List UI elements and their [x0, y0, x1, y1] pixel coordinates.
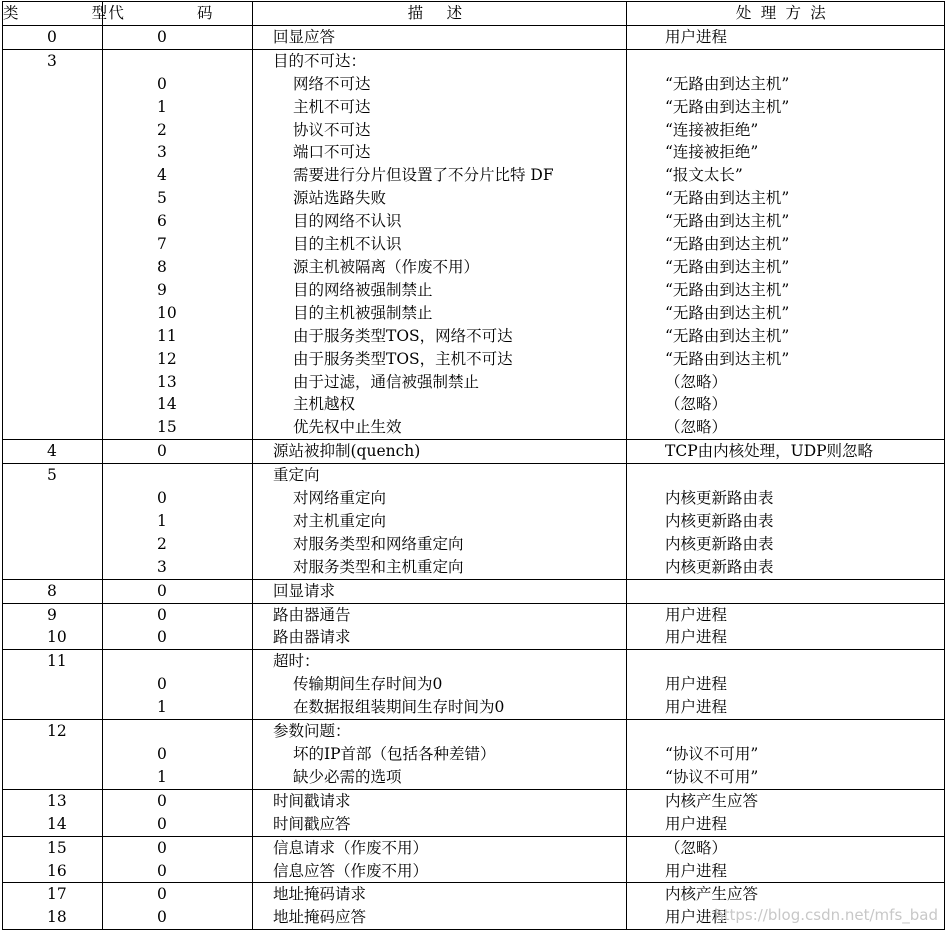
table-row [3, 187, 945, 210]
code-cell: 0 [103, 73, 253, 96]
description-cell: 由于过滤，通信被强制禁止 [253, 371, 627, 394]
table-row [3, 164, 945, 187]
handling-cell: 用户进程 [627, 860, 945, 883]
table-row [3, 141, 945, 164]
type-cell [3, 673, 103, 696]
code-cell: 0 [103, 440, 253, 464]
table-row [3, 696, 945, 719]
handling-cell: 内核更新路由表 [627, 487, 945, 510]
code-cell: 1 [103, 766, 253, 789]
description-cell: 需要进行分片但设置了不分片比特 DF [253, 164, 627, 187]
header-type: 类 型 [3, 2, 103, 26]
type-cell [3, 164, 103, 187]
table-row [3, 626, 945, 649]
handling-cell: “无路由到达主机” [627, 325, 945, 348]
handling-cell: 用户进程 [627, 673, 945, 696]
table-row [3, 579, 945, 603]
code-cell: 0 [103, 789, 253, 812]
table-row [3, 210, 945, 233]
description-cell: 时间戳请求 [253, 789, 627, 812]
description-cell: 时间戳应答 [253, 813, 627, 836]
handling-cell: （忽略） [627, 393, 945, 416]
header-handling: 处理方法 [627, 2, 945, 26]
table-row [3, 96, 945, 119]
description-cell: 信息应答（作废不用） [253, 860, 627, 883]
description-cell: 优先权中止生效 [253, 416, 627, 439]
table-header-row [3, 2, 945, 26]
code-cell [103, 49, 253, 72]
type-cell: 0 [3, 25, 103, 49]
description-cell: 重定向 [253, 464, 627, 487]
code-cell: 11 [103, 325, 253, 348]
description-cell: 回显请求 [253, 579, 627, 603]
table-row [3, 233, 945, 256]
description-cell: 目的网络不认识 [253, 210, 627, 233]
watermark-text: https://blog.csdn.net/mfs_bad [714, 906, 938, 925]
handling-cell: “无路由到达主机” [627, 279, 945, 302]
description-cell: 源站被抑制(quench) [253, 440, 627, 464]
icmp-type-table [2, 1, 945, 930]
handling-cell: “无路由到达主机” [627, 256, 945, 279]
description-cell: 在数据报组装期间生存时间为0 [253, 696, 627, 719]
description-cell: 缺少必需的选项 [253, 766, 627, 789]
table-row [3, 603, 945, 626]
handling-cell: “连接被拒绝” [627, 119, 945, 142]
description-cell: 目的主机不认识 [253, 233, 627, 256]
handling-cell: “报文太长” [627, 164, 945, 187]
table-group [3, 836, 945, 883]
handling-cell: “无路由到达主机” [627, 187, 945, 210]
type-cell [3, 393, 103, 416]
handling-cell [627, 464, 945, 487]
handling-cell: “无路由到达主机” [627, 210, 945, 233]
table-row [3, 487, 945, 510]
code-cell: 0 [103, 836, 253, 859]
type-cell [3, 348, 103, 371]
handling-cell: 内核更新路由表 [627, 556, 945, 579]
code-cell: 12 [103, 348, 253, 371]
table-row [3, 883, 945, 906]
code-cell: 0 [103, 906, 253, 929]
type-cell [3, 371, 103, 394]
type-cell: 17 [3, 883, 103, 906]
table-row [3, 302, 945, 325]
header-description: 描 述 [253, 2, 627, 26]
code-cell: 0 [103, 579, 253, 603]
handling-cell [627, 720, 945, 743]
description-cell: 主机不可达 [253, 96, 627, 119]
table-row [3, 789, 945, 812]
type-cell [3, 743, 103, 766]
description-cell: 路由器通告 [253, 603, 627, 626]
table-row [3, 371, 945, 394]
header-code: 代 码 [103, 2, 253, 26]
description-cell: 地址掩码应答 [253, 906, 627, 929]
code-cell [103, 650, 253, 673]
description-cell: 传输期间生存时间为0 [253, 673, 627, 696]
handling-cell: “协议不可用” [627, 766, 945, 789]
type-cell: 3 [3, 49, 103, 72]
description-cell: 目的不可达： [253, 49, 627, 72]
table-group [3, 650, 945, 720]
code-cell: 8 [103, 256, 253, 279]
table-group [3, 789, 945, 836]
code-cell [103, 720, 253, 743]
code-cell: 0 [103, 626, 253, 649]
description-cell: 目的主机被强制禁止 [253, 302, 627, 325]
code-cell: 10 [103, 302, 253, 325]
code-cell: 13 [103, 371, 253, 394]
code-cell: 0 [103, 860, 253, 883]
type-cell: 9 [3, 603, 103, 626]
type-cell: 15 [3, 836, 103, 859]
description-cell: 地址掩码请求 [253, 883, 627, 906]
description-cell: 网络不可达 [253, 73, 627, 96]
handling-cell: （忽略） [627, 836, 945, 859]
handling-cell: “无路由到达主机” [627, 96, 945, 119]
code-cell: 5 [103, 187, 253, 210]
code-cell: 14 [103, 393, 253, 416]
type-cell [3, 210, 103, 233]
table-group [3, 579, 945, 603]
table-row [3, 860, 945, 883]
description-cell: 源站选路失败 [253, 187, 627, 210]
description-cell: 对主机重定向 [253, 510, 627, 533]
type-cell [3, 233, 103, 256]
handling-cell: 内核产生应答 [627, 789, 945, 812]
code-cell: 0 [103, 673, 253, 696]
description-cell: 端口不可达 [253, 141, 627, 164]
code-cell [103, 464, 253, 487]
table-group [3, 720, 945, 790]
table-row [3, 510, 945, 533]
handling-cell: 用户进程 [627, 25, 945, 49]
table-row [3, 49, 945, 72]
type-cell: 4 [3, 440, 103, 464]
type-cell [3, 302, 103, 325]
handling-cell: （忽略） [627, 371, 945, 394]
type-cell: 13 [3, 789, 103, 812]
table-row [3, 743, 945, 766]
code-cell: 9 [103, 279, 253, 302]
handling-cell: 用户进程 [627, 813, 945, 836]
code-cell: 6 [103, 210, 253, 233]
table-row [3, 766, 945, 789]
code-cell: 3 [103, 141, 253, 164]
code-cell: 0 [103, 487, 253, 510]
code-cell: 1 [103, 96, 253, 119]
handling-cell [627, 579, 945, 603]
type-cell: 10 [3, 626, 103, 649]
description-cell: 坏的IP首部（包括各种差错） [253, 743, 627, 766]
type-cell: 11 [3, 650, 103, 673]
type-cell: 18 [3, 906, 103, 929]
type-cell [3, 416, 103, 439]
type-cell [3, 279, 103, 302]
table-row [3, 836, 945, 859]
table-row [3, 119, 945, 142]
table-header [3, 2, 945, 26]
type-cell [3, 141, 103, 164]
description-cell: 主机越权 [253, 393, 627, 416]
type-cell: 12 [3, 720, 103, 743]
code-cell: 4 [103, 164, 253, 187]
handling-cell: “无路由到达主机” [627, 302, 945, 325]
description-cell: 由于服务类型TOS，网络不可达 [253, 325, 627, 348]
handling-cell: 内核产生应答 [627, 883, 945, 906]
code-cell: 2 [103, 119, 253, 142]
table-row [3, 348, 945, 371]
type-cell [3, 119, 103, 142]
table-row [3, 416, 945, 439]
description-cell: 超时： [253, 650, 627, 673]
type-cell [3, 187, 103, 210]
handling-cell: （忽略） [627, 416, 945, 439]
code-cell: 3 [103, 556, 253, 579]
description-cell: 信息请求（作废不用） [253, 836, 627, 859]
code-cell: 0 [103, 25, 253, 49]
code-cell: 1 [103, 696, 253, 719]
type-cell [3, 696, 103, 719]
table-group [3, 464, 945, 580]
table-row [3, 325, 945, 348]
handling-cell: TCP由内核处理，UDP则忽略 [627, 440, 945, 464]
type-cell [3, 556, 103, 579]
type-cell: 16 [3, 860, 103, 883]
handling-cell: “无路由到达主机” [627, 348, 945, 371]
code-cell: 0 [103, 813, 253, 836]
handling-cell: “连接被拒绝” [627, 141, 945, 164]
code-cell: 15 [103, 416, 253, 439]
description-cell: 由于服务类型TOS，主机不可达 [253, 348, 627, 371]
table-row [3, 673, 945, 696]
table-group [3, 440, 945, 464]
table-group [3, 603, 945, 650]
handling-cell: 用户进程 [627, 603, 945, 626]
description-cell: 对服务类型和网络重定向 [253, 533, 627, 556]
handling-cell: “协议不可用” [627, 743, 945, 766]
type-cell [3, 533, 103, 556]
table-group [3, 25, 945, 49]
handling-cell: 内核更新路由表 [627, 510, 945, 533]
type-cell [3, 510, 103, 533]
handling-cell: “无路由到达主机” [627, 73, 945, 96]
table-row [3, 720, 945, 743]
icmp-type-table-page [2, 1, 944, 930]
handling-cell: 内核更新路由表 [627, 533, 945, 556]
table-row [3, 25, 945, 49]
code-cell: 7 [103, 233, 253, 256]
type-cell [3, 487, 103, 510]
type-cell [3, 73, 103, 96]
handling-cell [627, 49, 945, 72]
description-cell: 对网络重定向 [253, 487, 627, 510]
table-row [3, 556, 945, 579]
type-cell: 5 [3, 464, 103, 487]
table-row [3, 73, 945, 96]
description-cell: 协议不可达 [253, 119, 627, 142]
table-row [3, 650, 945, 673]
handling-cell [627, 650, 945, 673]
type-cell [3, 256, 103, 279]
table-row [3, 533, 945, 556]
table-row [3, 393, 945, 416]
description-cell: 回显应答 [253, 25, 627, 49]
description-cell: 参数问题： [253, 720, 627, 743]
type-cell [3, 96, 103, 119]
handling-cell: “无路由到达主机” [627, 233, 945, 256]
code-cell: 0 [103, 883, 253, 906]
type-cell [3, 766, 103, 789]
description-cell: 路由器请求 [253, 626, 627, 649]
table-row [3, 279, 945, 302]
code-cell: 0 [103, 743, 253, 766]
description-cell: 目的网络被强制禁止 [253, 279, 627, 302]
code-cell: 0 [103, 603, 253, 626]
handling-cell: 用户进程 [627, 906, 945, 929]
description-cell: 对服务类型和主机重定向 [253, 556, 627, 579]
handling-cell: 用户进程 [627, 626, 945, 649]
description-cell: 源主机被隔离（作废不用） [253, 256, 627, 279]
code-cell: 2 [103, 533, 253, 556]
table-row [3, 256, 945, 279]
table-row [3, 464, 945, 487]
table-row [3, 440, 945, 464]
table-row [3, 813, 945, 836]
type-cell: 14 [3, 813, 103, 836]
table-group [3, 49, 945, 439]
type-cell: 8 [3, 579, 103, 603]
handling-cell: 用户进程 [627, 696, 945, 719]
code-cell: 1 [103, 510, 253, 533]
type-cell [3, 325, 103, 348]
